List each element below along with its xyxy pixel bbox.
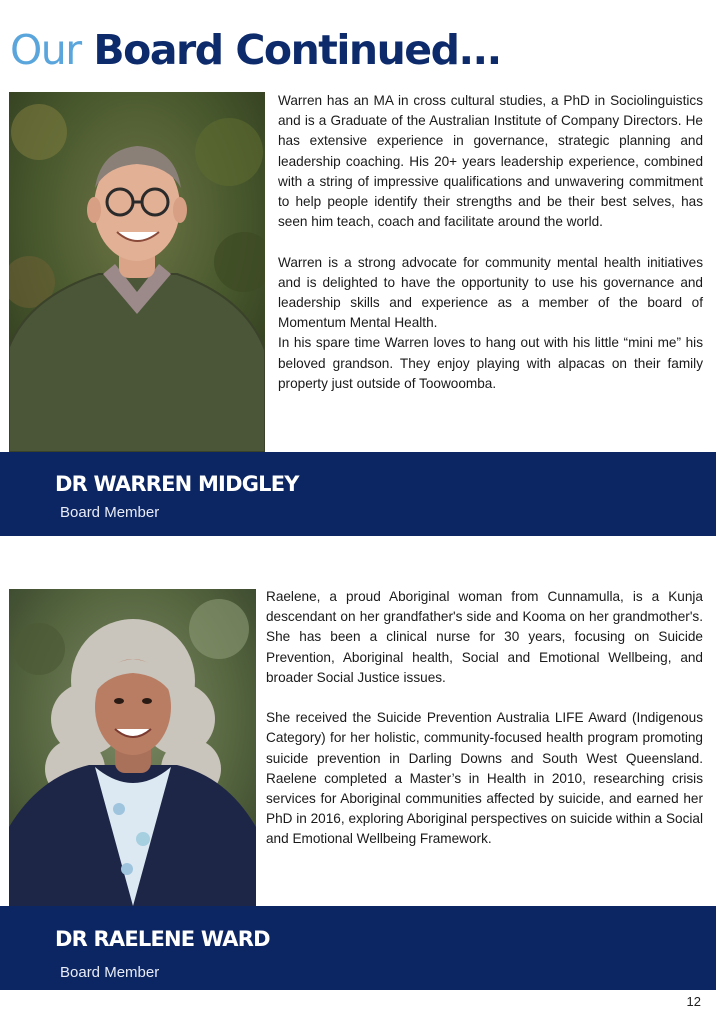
page-title-light: Our <box>10 26 81 74</box>
warren-midgley-bio <box>278 91 703 394</box>
bio-paragraph: She received the Suicide Prevention Australia LIFE Award (Indigenous Category) for her holistic, community-focused health program promoting suicide prevention in Darling Downs and South West Queensland. Raelene completed a Master’s in Health in 2010, researching crisis services for Aboriginal communities affected by suicide, and earned her PhD in 2016, exploring Aboriginal perspectives on suicide within a Social and Emotional Wellbeing Framework. <box>266 710 703 847</box>
name-banner <box>0 452 716 536</box>
member-name: DR RAELENE WARD <box>55 927 270 951</box>
raelene-ward-photo <box>9 589 256 906</box>
page-title-bold: Board Continued... <box>93 26 501 74</box>
name-banner <box>0 906 716 990</box>
page-number: 12 <box>686 994 701 1009</box>
raelene-ward-bio <box>266 587 703 850</box>
warren-midgley-photo <box>9 92 265 452</box>
member-role: Board Member <box>60 504 160 521</box>
bio-paragraph: Warren has an MA in cross cultural studies, a PhD in Sociolinguistics and is a Graduate of the Australian Institute of Company Directors. He has extensive experience in governance, strategic planning and leadership coaching. His 20+ years leadership experience, combined with a string of impressive qualifications and unwavering commitment to help people identify their strengths and be their best selves, has seen him teach, coach and facilitate around the world. <box>278 93 703 230</box>
bio-paragraph: Raelene, a proud Aboriginal woman from Cunnamulla, is a Kunja descendant on her grandfather's side and Kooma on her grandmother's. She has been a clinical nurse for 30 years, focusing on Suicide Prevention, Aboriginal health, Social and Emotional Wellbeing, and broader Social Justice issues. <box>266 589 703 685</box>
bio-paragraph: In his spare time Warren loves to hang out with his little “mini me” his beloved grandson. They enjoy playing with alpacas on their family property just outside of Toowoomba. <box>278 335 703 391</box>
member-role: Board Member <box>60 964 160 981</box>
page-title <box>10 24 501 76</box>
member-name: DR WARREN MIDGLEY <box>55 472 299 496</box>
bio-paragraph: Warren is a strong advocate for community mental health initiatives and is delighted to have the opportunity to use his governance and leadership skills and experience as a member of the board of Momentum Mental Health. <box>278 254 703 331</box>
